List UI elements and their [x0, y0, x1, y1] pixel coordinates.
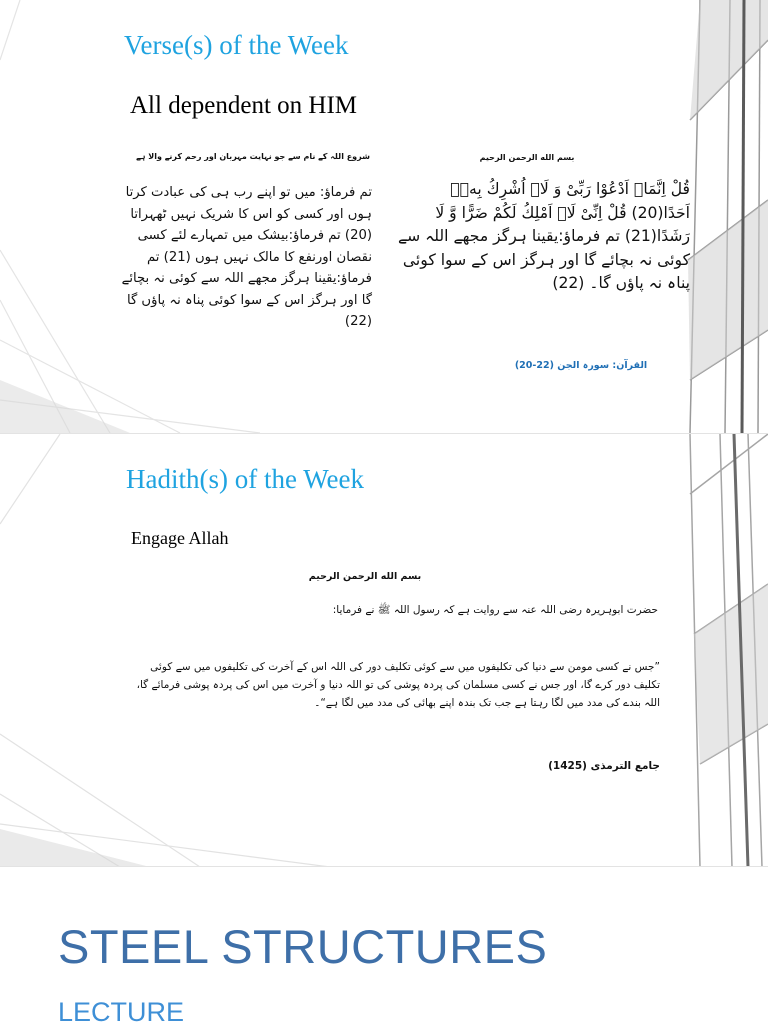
hadith-body: ”جس نے کسی مومن سے دنیا کی تکلیفوں میں سے کوئی تکلیف دور کی اللہ اس کے آخرت کی تکلیفوں میں سے کوئی تکلیف دور کرے گا، اور جس نے کسی مسلمان کی پردہ پوشی کی تو اللہ دنیا و آخرت میں اس کی پردہ پوشی فرمائے گا، اللہ بندے کی مدد میں لگا رہتا ہے جب تک بندہ اپنے بھائی کی مدد میں لگا ہے“۔ — [136, 661, 660, 709]
hadith-subtitle: Engage Allah — [131, 528, 229, 548]
lecture-title: STEEL STRUCTURES — [58, 920, 548, 973]
arabic-verse: قُلْ اِنَّمَاۤ اَدْعُوْا رَبِّیْ وَ لَاۤ اُشْرِكُ بِهٖۤ اَحَدًا(20) قُلْ اِنِّیْ لَاۤ اَمْلِكُ لَكُمْ ضَرًّا وَّ لَا رَشَدًا(21) تم فرماؤ:یقینا ہرگز مجھے اللہ سے کوئی نہ بچائے گا اور ہرگز اس کے سوا کوئی پناہ نہ پاؤں گا۔ (22) — [397, 180, 690, 292]
urdu-translation: تم فرماؤ: میں تو اپنے رب ہی کی عبادت کرتا ہوں اور کسی کو اس کا شریک نہیں ٹھہراتا (20) تم فرماؤ:بیشک میں تمہارے لئے کسی نقصان اورنفع کا مالک نہیں ہوں (21) تم فرماؤ:یقینا ہرگز مجھے اللہ سے کوئی نہ بچائے گا اور ہرگز اس کے سوا کوئی پناہ نہ پاؤں گا (22) — [121, 185, 372, 329]
hadith-slide — [0, 433, 768, 867]
hadith-source: جامع الترمذی (1425) — [548, 760, 660, 772]
lecture-subtitle: LECTURE — [58, 997, 185, 1025]
verse-subtitle: All dependent on HIM — [130, 92, 358, 119]
urdu-basmala: شروع اللہ کے نام سے جو نہایت مہربان اور رحم کرنے والا ہے — [136, 152, 370, 161]
hadith-narrator: حضرت ابوہریرہ رضی اللہ عنہ سے روایت ہے کہ رسول اللہ ﷺ نے فرمایا: — [332, 604, 658, 616]
hadith-title: Hadith(s) of the Week — [126, 464, 365, 494]
verse-slide — [0, 0, 768, 433]
verse-title: Verse(s) of the Week — [124, 30, 349, 60]
hadith-basmala: بسم الله الرحمن الرحیم — [308, 571, 422, 582]
verse-reference: القرآن: سورہ الجن (22-20) — [514, 360, 648, 371]
arabic-basmala: بسم الله الرحمن الرحیم — [479, 153, 575, 162]
lecture-slide — [0, 866, 768, 1025]
architectural-background — [0, 434, 768, 867]
